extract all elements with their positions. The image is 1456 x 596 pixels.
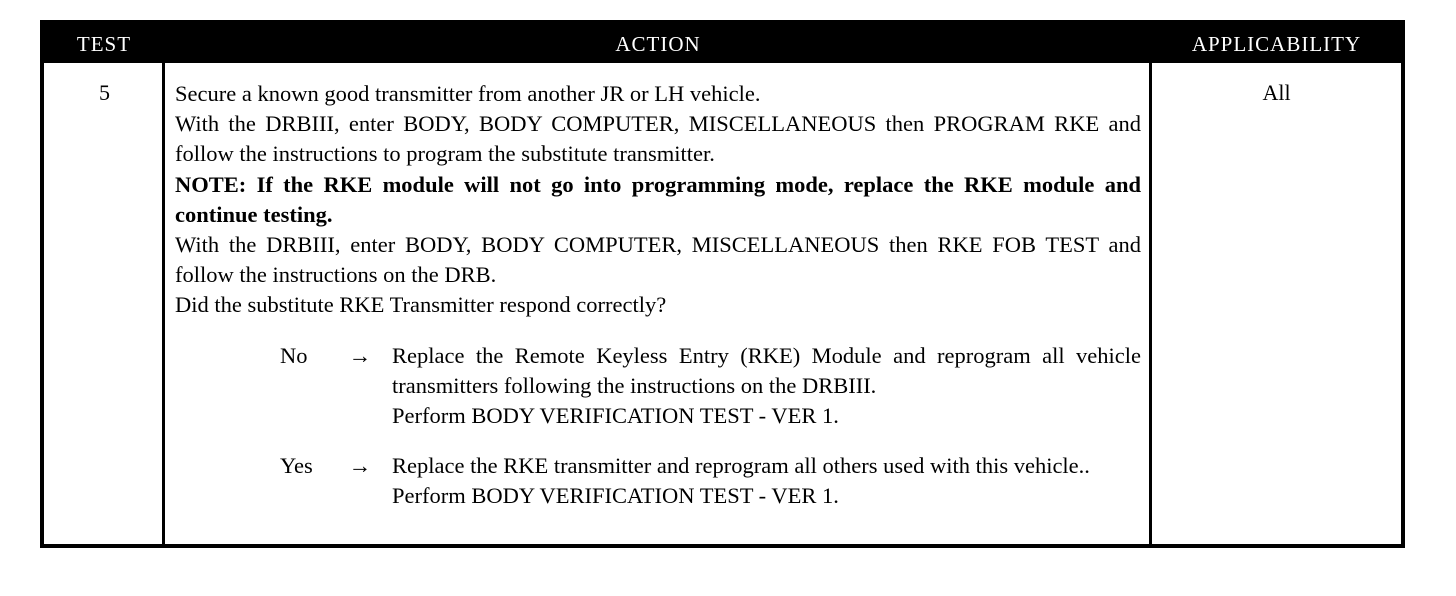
header-applicability: APPLICABILITY bbox=[1191, 32, 1362, 56]
instruction-text: With the DRBIII, enter BODY, BODY COMPUTER, MISCELLANEOUS then RKE FOB TEST and follow the instructions on the DRB. bbox=[175, 232, 1141, 288]
answer-yes bbox=[175, 451, 1141, 511]
right-arrow-icon: → bbox=[348, 342, 372, 368]
question-text: Did the substitute RKE Transmitter respond correctly? bbox=[175, 292, 667, 318]
instruction-text: With the DRBIII, enter BODY, BODY COMPUTER, MISCELLANEOUS then PROGRAM RKE and follow the instructions to program the substitute transmitter. bbox=[175, 111, 1141, 167]
column-divider bbox=[1149, 63, 1152, 544]
test-number: 5 bbox=[99, 80, 110, 105]
instruction-text: Secure a known good transmitter from another JR or LH vehicle. bbox=[175, 81, 761, 106]
diagnostic-table bbox=[40, 20, 1405, 548]
answer-no bbox=[175, 341, 1141, 432]
right-arrow-icon: → bbox=[348, 453, 372, 479]
answer-line: Perform BODY VERIFICATION TEST - VER 1. bbox=[392, 483, 839, 509]
answer-line: Perform BODY VERIFICATION TEST - VER 1. bbox=[392, 403, 839, 429]
answer-line: Replace the RKE transmitter and reprogram all others used with this vehicle.. bbox=[392, 453, 1090, 479]
action-cell bbox=[175, 79, 1141, 512]
answer-text bbox=[392, 341, 1141, 432]
answer-text bbox=[392, 451, 1141, 511]
note-text: NOTE: If the RKE module will not go into programming mode, replace the RKE module and continue testing. bbox=[175, 171, 1141, 227]
applicability-value: All bbox=[1262, 80, 1291, 105]
header-action: ACTION bbox=[615, 32, 701, 56]
answer-line: Replace the Remote Keyless Entry (RKE) Module and reprogram all vehicle transmitters following the instructions on the DRBIII. bbox=[392, 342, 1141, 398]
column-divider bbox=[162, 63, 165, 544]
header-test: TEST bbox=[76, 32, 132, 56]
answer-label: Yes bbox=[280, 453, 313, 479]
answer-label: No bbox=[280, 342, 308, 368]
table-header bbox=[44, 24, 1401, 63]
